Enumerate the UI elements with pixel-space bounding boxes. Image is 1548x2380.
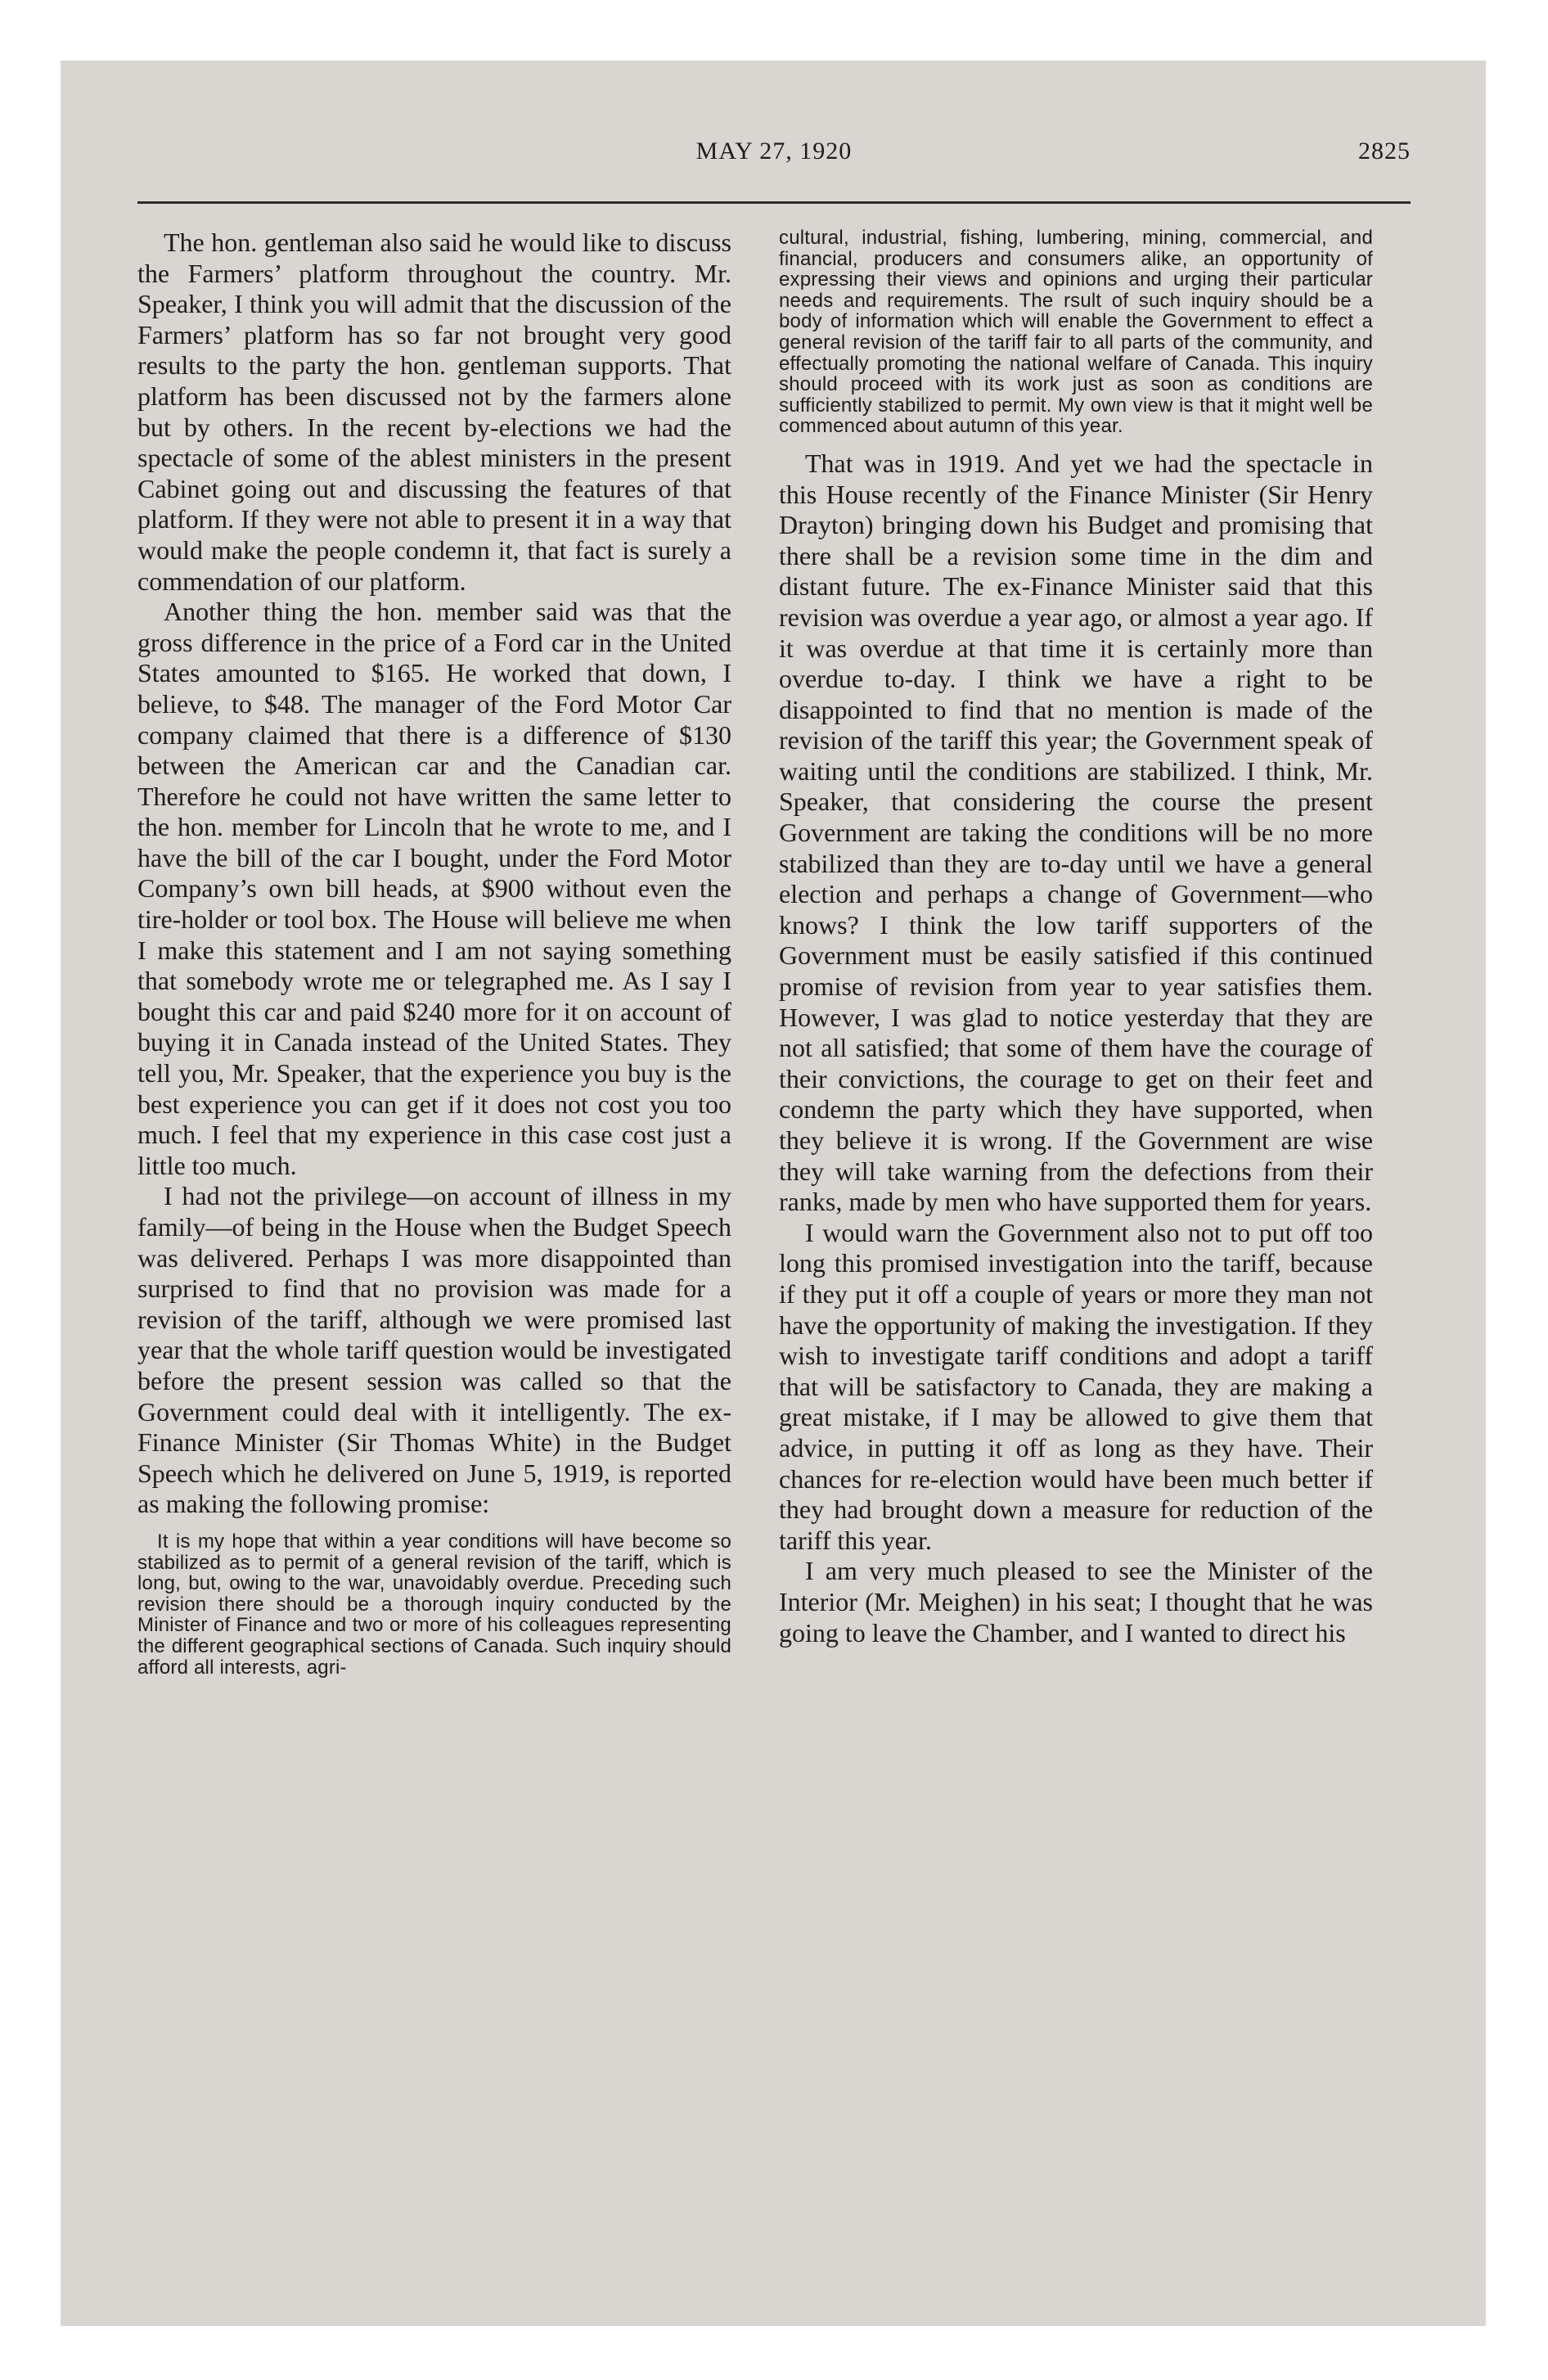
budget-speech-quote-continued: cultural, industrial, fishing, lumbering, mining, commercial, and financial, producers and consumers alike, an opportunity of expressing their views and opinions and urging their particular needs and requirements. The rsult of such inquiry should be a body of information which will enable the Government to effect a general revision of the tariff fair to all parts of the community, and effectually promoting the national welfare of Canada. This inquiry should proceed with its work just as soon as conditions are sufficiently stabilized to permit. My own view is that it might well be commenced about autumn of this year. [779, 227, 1373, 438]
right-column [779, 228, 1373, 1648]
paragraph: That was in 1919. And yet we had the spectacle in this House recently of the Finance Minister (Sir Henry Drayton) bringing down his Budget and promising that there shall be a revision some time in the dim and distant future. The ex-Finance Minister said that this revision was overdue a year ago, or almost a year ago. If it was overdue at that time it is certainly more than overdue to-day. I think we have a right to be disappointed to find that no mention is made of the revision of the tariff this year; the Government speak of waiting until the conditions are stabilized. I think, Mr. Speaker, that considering the course the present Government are taking the conditions will be no more stabilized than they are to-day until we have a general election and perhaps a change of Government—who knows? I think the low tariff supporters of the Government must be easily satisfied if this continued promise of revision from year to year satisfies them. However, I was glad to notice yesterday that they are not all satisfied; that some of them have the courage of their convictions, the courage to get on their feet and condemn the party which they have supported, when they believe it is wrong. If the Government are wise they will take warning from the defections from their ranks, made by men who have supported them for years. [779, 448, 1373, 1217]
paragraph: I would warn the Government also not to put off too long this promised investigation into the tariff, because if they put it off a couple of years or more they man not have the opportunity of making the investigation. If they wish to investigate tariff conditions and adopt a tariff that will be satisfactory to Canada, they are making a great mistake, if I may be allowed to give them that advice, in putting it off as long as they have. Their chances for re-election would have been much better if they had brought down a measure for reduction of the tariff this year. [779, 1217, 1373, 1555]
page-number: 2825 [1358, 137, 1411, 165]
paragraph: Another thing the hon. member said was that the gross difference in the price of a Ford car in the United States amounted to $165. He worked that down, I believe, to $48. The manager of the Ford Motor Car company claimed that there is a difference of $130 between the American car and the Canadian car. Therefore he could not have written the same letter to the hon. member for Lincoln that he wrote to me, and I have the bill of the car I bought, under the Ford Motor Company’s own bill heads, at $900 without even the tire-holder or tool box. The House will believe me when I make this statement and I am not saying something that somebody wrote me or telegraphed me. As I say I bought this car and paid $240 more for it on account of buying it in Canada instead of the United States. They tell you, Mr. Speaker, that the experience you buy is the best experience you can get if it does not cost you too much. I feel that my experience in this case cost just a little too much. [137, 597, 731, 1180]
paragraph: I had not the privilege—on account of illness in my family—of being in the House when the Budget Speech was delivered. Perhaps I was more disappointed than surprised to find that no provision was made for a revision of the tariff, although we were promised last year that the whole tariff question would be investigated before the present session was called so that the Government could deal with it intelligently. The ex-Finance Minister (Sir Thomas White) in the Budget Speech which he delivered on June 5, 1919, is reported as making the following promise: [137, 1181, 731, 1519]
page-header [137, 137, 1411, 170]
paragraph: The hon. gentleman also said he would like to discuss the Farmers’ platform throughout the country. Mr. Speaker, I think you will admit that the discussion of the Farmers’ platform has so far not brought very good results to the party the hon. gentleman supports. That platform has been discussed not by the farmers alone but by others. In the recent by-elections we had the spectacle of some of the ablest ministers in the present Cabinet going out and discussing the features of that platform. If they were not able to present it in a way that would make the people condemn it, that fact is surely a commendation of our platform. [137, 228, 731, 596]
paragraph: I am very much pleased to see the Minister of the Interior (Mr. Meighen) in his seat; I thought that he was going to leave the Chamber, and I wanted to direct his [779, 1556, 1373, 1648]
hansard-page [137, 123, 1411, 2292]
page-date: MAY 27, 1920 [695, 137, 853, 165]
left-column [137, 228, 731, 1683]
header-rule [137, 201, 1411, 204]
budget-speech-quote: It is my hope that within a year conditions will have become so stabilized as to permit of a general revision of the tariff, which is long, but, owing to the war, unavoidably overdue. Preceding such revision there should be a thorough inquiry conducted by the Minister of Finance and two or more of his colleagues representing the different geographical sections of Canada. Such inquiry should afford all interests, agri- [137, 1530, 731, 1679]
